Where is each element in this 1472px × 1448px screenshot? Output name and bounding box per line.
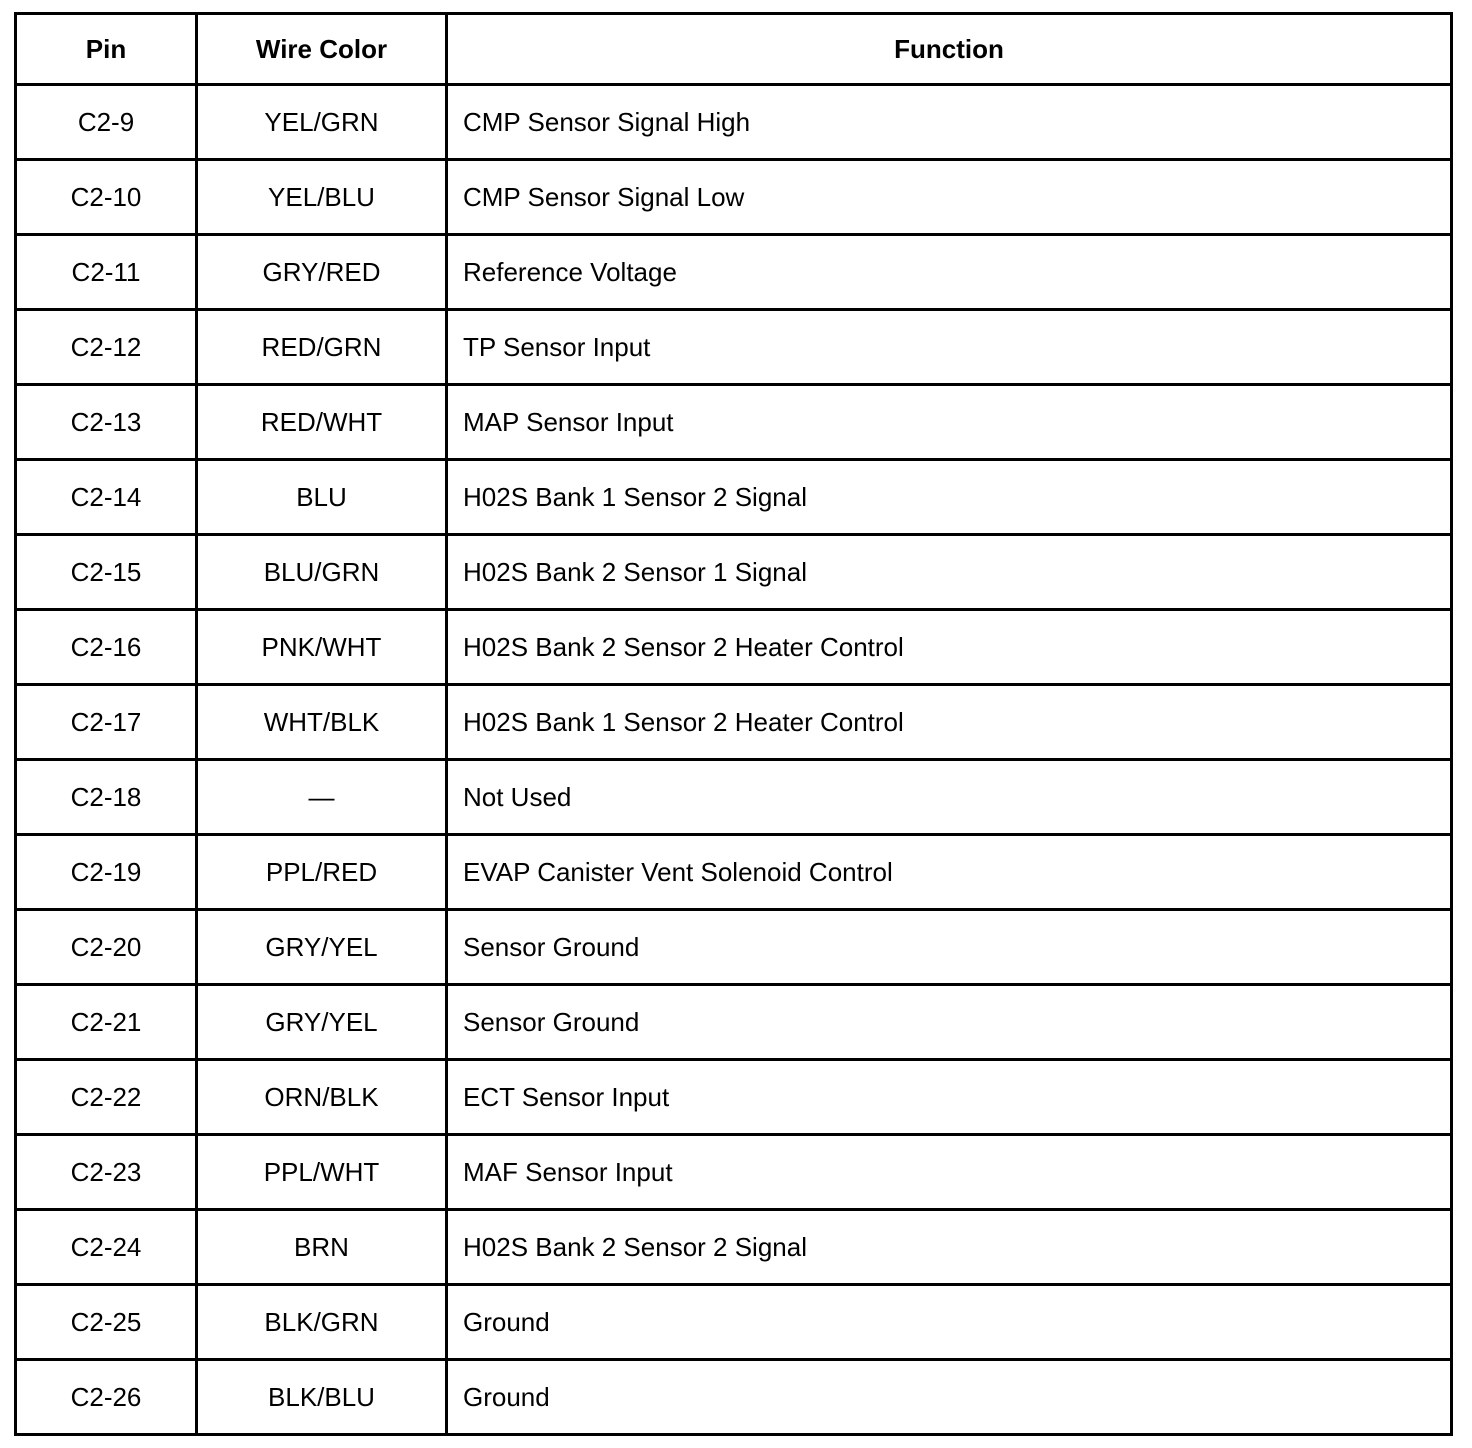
function-cell: Ground	[447, 1360, 1452, 1435]
wire-color-cell: BLK/BLU	[197, 1360, 447, 1435]
header-wire-color: Wire Color	[197, 14, 447, 85]
table-row	[16, 235, 1452, 310]
wire-color-cell: YEL/BLU	[197, 160, 447, 235]
table-row	[16, 85, 1452, 160]
pin-cell: C2-19	[16, 835, 197, 910]
function-cell: H02S Bank 1 Sensor 2 Signal	[447, 460, 1452, 535]
function-cell: Not Used	[447, 760, 1452, 835]
pin-cell: C2-14	[16, 460, 197, 535]
header-function: Function	[447, 14, 1452, 85]
table-row	[16, 1060, 1452, 1135]
wire-color-cell: PNK/WHT	[197, 610, 447, 685]
wire-color-cell: PPL/RED	[197, 835, 447, 910]
table-row	[16, 985, 1452, 1060]
function-cell: EVAP Canister Vent Solenoid Control	[447, 835, 1452, 910]
wire-color-cell: ORN/BLK	[197, 1060, 447, 1135]
wire-color-cell: GRY/RED	[197, 235, 447, 310]
table-row	[16, 1360, 1452, 1435]
wire-color-cell: BLU	[197, 460, 447, 535]
function-cell: MAF Sensor Input	[447, 1135, 1452, 1210]
function-cell: ECT Sensor Input	[447, 1060, 1452, 1135]
wire-color-cell: BLK/GRN	[197, 1285, 447, 1360]
table-row	[16, 385, 1452, 460]
pin-cell: C2-10	[16, 160, 197, 235]
pin-cell: C2-25	[16, 1285, 197, 1360]
pin-cell: C2-12	[16, 310, 197, 385]
wire-color-cell: PPL/WHT	[197, 1135, 447, 1210]
pin-cell: C2-13	[16, 385, 197, 460]
wire-color-cell: WHT/BLK	[197, 685, 447, 760]
table-row	[16, 835, 1452, 910]
pin-cell: C2-17	[16, 685, 197, 760]
table-row	[16, 460, 1452, 535]
function-cell: Reference Voltage	[447, 235, 1452, 310]
wire-color-cell: BLU/GRN	[197, 535, 447, 610]
pin-cell: C2-11	[16, 235, 197, 310]
pin-cell: C2-20	[16, 910, 197, 985]
table-row	[16, 760, 1452, 835]
function-cell: CMP Sensor Signal Low	[447, 160, 1452, 235]
wire-color-cell: RED/WHT	[197, 385, 447, 460]
pin-cell: C2-22	[16, 1060, 197, 1135]
wire-color-cell: —	[197, 760, 447, 835]
pin-cell: C2-15	[16, 535, 197, 610]
wire-color-cell: GRY/YEL	[197, 910, 447, 985]
pinout-table-container	[14, 12, 1450, 1436]
function-cell: H02S Bank 2 Sensor 1 Signal	[447, 535, 1452, 610]
wire-color-cell: GRY/YEL	[197, 985, 447, 1060]
function-cell: Sensor Ground	[447, 985, 1452, 1060]
table-row	[16, 910, 1452, 985]
header-pin: Pin	[16, 14, 197, 85]
function-cell: H02S Bank 1 Sensor 2 Heater Control	[447, 685, 1452, 760]
function-cell: Ground	[447, 1285, 1452, 1360]
wire-color-cell: BRN	[197, 1210, 447, 1285]
table-row	[16, 1135, 1452, 1210]
table-header-row	[16, 14, 1452, 85]
function-cell: TP Sensor Input	[447, 310, 1452, 385]
table-row	[16, 160, 1452, 235]
function-cell: H02S Bank 2 Sensor 2 Signal	[447, 1210, 1452, 1285]
table-row	[16, 610, 1452, 685]
pin-cell: C2-18	[16, 760, 197, 835]
pin-cell: C2-26	[16, 1360, 197, 1435]
function-cell: MAP Sensor Input	[447, 385, 1452, 460]
table-row	[16, 535, 1452, 610]
function-cell: CMP Sensor Signal High	[447, 85, 1452, 160]
table-row	[16, 1285, 1452, 1360]
table-row	[16, 685, 1452, 760]
pin-cell: C2-16	[16, 610, 197, 685]
pin-cell: C2-9	[16, 85, 197, 160]
wire-color-cell: YEL/GRN	[197, 85, 447, 160]
function-cell: H02S Bank 2 Sensor 2 Heater Control	[447, 610, 1452, 685]
function-cell: Sensor Ground	[447, 910, 1452, 985]
table-row	[16, 1210, 1452, 1285]
pinout-table	[14, 12, 1453, 1436]
pin-cell: C2-23	[16, 1135, 197, 1210]
pin-cell: C2-21	[16, 985, 197, 1060]
pin-cell: C2-24	[16, 1210, 197, 1285]
table-row	[16, 310, 1452, 385]
wire-color-cell: RED/GRN	[197, 310, 447, 385]
